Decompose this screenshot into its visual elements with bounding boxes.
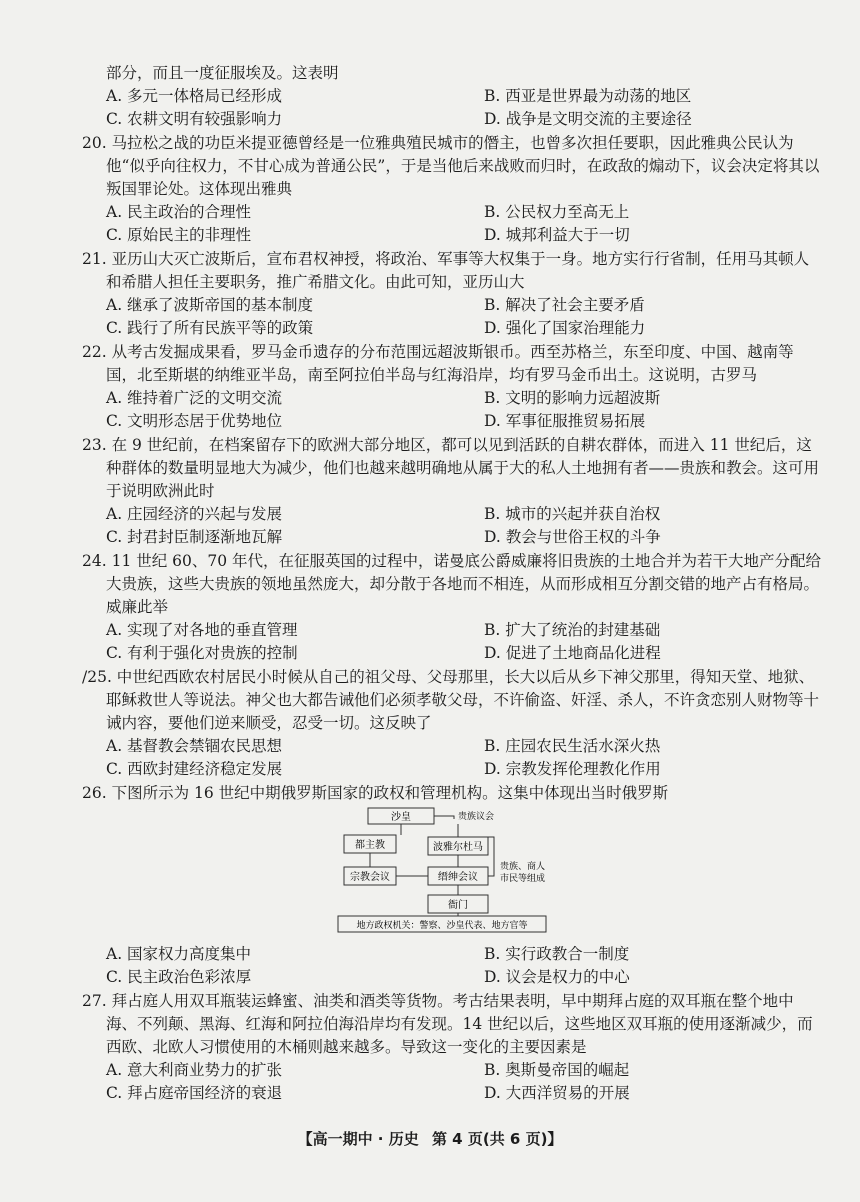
q22-option-a: A. 维持着广泛的文明交流 (106, 389, 283, 407)
q21-option-c: C. 践行了所有民族平等的政策 (106, 319, 314, 337)
q23-stem: 23. 在 9 世纪前，在档案留存下的欧洲大部分地区，都可以见到活跃的自耕农群体，而进入 11 世纪后，这种群体的数量明显地大为减少，他们也越来越明确地从属于大的私人土地拥有者——贵族和教会。这可用于说明欧洲此时 (82, 436, 820, 500)
question-list (82, 62, 822, 1106)
q21-option-a: A. 继承了波斯帝国的基本制度 (106, 296, 314, 314)
boyar-duma-label: 波雅尔杜马 (433, 842, 483, 853)
q22-options (82, 387, 822, 433)
q27-options (82, 1059, 822, 1105)
q26-options (82, 943, 822, 989)
q22-option-d: D. 军事征服推贸易拓展 (484, 412, 646, 430)
q26-stem: 26. 下图所示为 16 世纪中期俄罗斯国家的政权和管理机构。这集中体现出当时俄罗斯 (82, 784, 669, 802)
tsar-label: 沙皇 (391, 812, 411, 823)
q21-option-d: D. 强化了国家治理能力 (484, 319, 646, 337)
q26-option-d: D. 议会是权力的中心 (484, 968, 630, 986)
q24-option-c: C. 有利于强化对贵族的控制 (106, 644, 298, 662)
q25-option-c: C. 西欧封建经济稳定发展 (106, 760, 283, 778)
q19-stem-tail: 部分，而且一度征服埃及。这表明 (106, 64, 339, 82)
metropolitan-label: 都主教 (355, 840, 385, 851)
q19-options (82, 85, 822, 131)
page-number: 第 4 页(共 6 页)】 (431, 1130, 563, 1148)
q21-stem: 21. 亚历山大灭亡波斯后，宣布君权神授，将政治、军事等大权集于一身。地方实行行省制，任用马其顿人和希腊人担任主要职务，推广希腊文化。由此可知，亚历山大 (82, 250, 810, 291)
q20-stem: 20. 马拉松之战的功臣米提亚德曾经是一位雅典殖民城市的僭主，也曾多次担任要职，因此雅典公民认为他“似乎向往权力，不甘心成为普通公民”，于是当他后来战败而归时，在政敌的煽动下，议会决定将其以叛国罪论处。这体现出雅典 (82, 134, 820, 198)
local-authority-label: 地方政权机关：警察、沙皇代表、地方官等 (356, 921, 528, 931)
q20-options (82, 201, 822, 247)
q23-option-d: D. 教会与世俗王权的斗争 (484, 528, 661, 546)
q25-option-b: B. 庄园农民生活水深火热 (484, 737, 661, 755)
q22-option-b: B. 文明的影响力远超波斯 (484, 389, 661, 407)
q26-option-a: A. 国家权力高度集中 (106, 945, 252, 963)
noble-council-label: 贵族议会 (458, 812, 495, 822)
q25-option-d: D. 宗教发挥伦理教化作用 (484, 760, 661, 778)
q27-stem: 27. 拜占庭人用双耳瓶装运蜂蜜、油类和酒类等货物。考古结果表明，早中期拜占庭的双耳瓶在整个地中海、不列颠、黑海、红海和阿拉伯海沿岸均有发现。14 世纪以后，这些地区双耳瓶的使用逐渐减少，而西欧、北欧人习惯使用的木桶则越来越多。导致这一变化的主要因素是 (82, 992, 813, 1056)
q27-option-c: C. 拜占庭帝国经济的衰退 (106, 1084, 283, 1102)
page-footer (0, 1128, 860, 1149)
sobor-note-line-1: 贵族、商人 (500, 862, 546, 872)
q27-option-d: D. 大西洋贸易的开展 (484, 1084, 630, 1102)
q26-option-b: B. 实行政教合一制度 (484, 945, 630, 963)
exam-title: 【高一期中 · 历史 (297, 1130, 419, 1148)
q24-option-a: A. 实现了对各地的垂直管理 (106, 621, 298, 639)
church-council-label: 宗教会议 (350, 872, 390, 883)
zemsky-sobor-label: 缙绅会议 (438, 872, 478, 883)
q24-option-d: D. 促进了土地商品化进程 (484, 644, 661, 662)
q20-option-a: A. 民主政治的合理性 (106, 203, 252, 221)
q25-stem: /25. 中世纪西欧农村居民小时候从自己的祖父母、父母那里，长大以后从乡下神父那里，得知天堂、地狱、耶稣救世人等说法。神父也大都告诫他们必须孝敬父母，不许偷盗、奸淫、杀人，不许贪恋别人财物等十诫内容，要他们逆来顺受，忍受一切。这反映了 (82, 668, 820, 732)
q26-option-c: C. 民主政治色彩浓厚 (106, 968, 252, 986)
q25-option-a: A. 基督教会禁锢农民思想 (106, 737, 283, 755)
russia-government-diagram (82, 807, 822, 933)
q20-option-d: D. 城邦利益大于一切 (484, 226, 630, 244)
sobor-note-line-2: 市民等组成 (500, 874, 546, 884)
q22-stem: 22. 从考古发掘成果看，罗马金币遗存的分布范围远超波斯银币。西至苏格兰，东至印度、中国、越南等国，北至斯堪的纳维亚半岛，南至阿拉伯半岛与红海沿岸，均有罗马金币出土。这说明，古罗马 (82, 343, 794, 384)
q27-option-b: B. 奥斯曼帝国的崛起 (484, 1061, 630, 1079)
q25-options (82, 735, 822, 781)
q20-option-c: C. 原始民主的非理性 (106, 226, 252, 244)
q19-option-c: C. 农耕文明有较强影响力 (106, 110, 283, 128)
q23-option-b: B. 城市的兴起并获自治权 (484, 505, 661, 523)
q19-option-b: B. 西亚是世界最为动荡的地区 (484, 87, 692, 105)
q19-option-d: D. 战争是文明交流的主要途径 (484, 110, 692, 128)
q21-option-b: B. 解决了社会主要矛盾 (484, 296, 645, 314)
q23-option-a: A. 庄园经济的兴起与发展 (106, 505, 283, 523)
prikaz-label: 衙门 (448, 900, 468, 911)
q19-option-a: A. 多元一体格局已经形成 (106, 87, 283, 105)
q22-option-c: C. 文明形态居于优势地位 (106, 412, 283, 430)
q21-options (82, 294, 822, 340)
q24-option-b: B. 扩大了统治的封建基础 (484, 621, 661, 639)
q20-option-b: B. 公民权力至高无上 (484, 203, 630, 221)
q23-options (82, 503, 822, 549)
q23-option-c: C. 封君封臣制逐渐地瓦解 (106, 528, 283, 546)
q24-stem: 24. 11 世纪 60、70 年代，在征服英国的过程中，诺曼底公爵威廉将旧贵族的土地合并为若干大地产分配给大贵族，这些大贵族的领地虽然庞大，却分散于各地而不相连，从而形成相互分割交错的地产占有格局。威廉此举 (82, 552, 822, 616)
q24-options (82, 619, 822, 665)
q27-option-a: A. 意大利商业势力的扩张 (106, 1061, 283, 1079)
